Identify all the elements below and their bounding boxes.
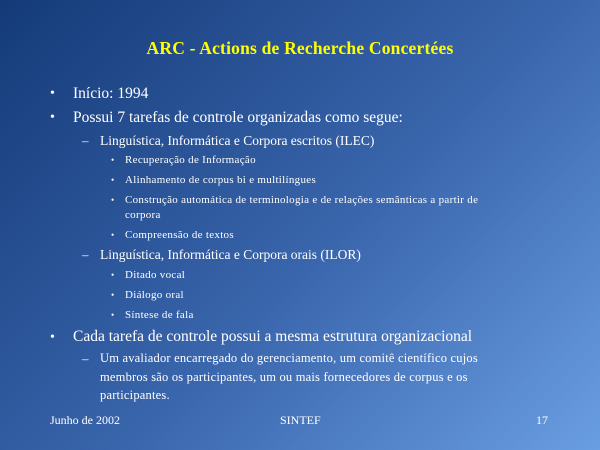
group-ilor-heading: Linguística, Informática e Corpora orais (ILOR) [100, 247, 361, 262]
sub-bullet-marker: • [111, 175, 115, 185]
footer-date: Junho de 2002 [50, 413, 120, 427]
sub-bullet-marker: • [111, 270, 115, 280]
group-ilec-heading: Linguística, Informática e Corpora escritos (ILEC) [100, 133, 375, 148]
bullet-inicio: Início: 1994 [73, 85, 149, 102]
bullet-marker: • [50, 330, 55, 345]
slide-title: ARC - Actions de Recherche Concertées [146, 38, 454, 58]
ilec-item: Alinhamento de corpus bi e multilíngues [125, 174, 317, 186]
bullet-marker: • [50, 86, 55, 101]
estrutura-detail: participantes. [100, 388, 170, 402]
bullet-tarefas: Possui 7 tarefas de controle organizadas como segue: [73, 109, 403, 126]
page-number: 17 [536, 413, 548, 427]
footer-org: SINTEF [280, 413, 321, 427]
bullet-marker: • [50, 110, 55, 125]
sub-bullet-marker: • [111, 310, 115, 320]
sub-bullet-marker: • [111, 155, 115, 165]
bullet-estrutura: Cada tarefa de controle possui a mesma estrutura organizacional [73, 328, 473, 345]
dash-marker: – [82, 351, 89, 366]
ilec-item: Construção automática de terminologia e de relações semânticas a partir de [125, 194, 479, 206]
estrutura-detail: Um avaliador encarregado do gerenciamento, um comitê científico cujos [100, 351, 478, 365]
ilor-item: Diálogo oral [125, 289, 184, 301]
ilec-item-continuation: corpora [125, 209, 161, 221]
ilec-item: Compreensão de textos [125, 229, 234, 241]
ilor-item: Ditado vocal [125, 269, 186, 281]
sub-bullet-marker: • [111, 290, 115, 300]
ilec-item: Recuperação de Informação [125, 154, 256, 166]
sub-bullet-marker: • [111, 230, 115, 240]
dash-marker: – [82, 133, 89, 148]
ilor-item: Síntese de fala [125, 309, 194, 321]
estrutura-detail: membros são os participantes, um ou mais fornecedores de corpus e os [100, 370, 468, 384]
dash-marker: – [82, 247, 89, 262]
sub-bullet-marker: • [111, 195, 115, 205]
